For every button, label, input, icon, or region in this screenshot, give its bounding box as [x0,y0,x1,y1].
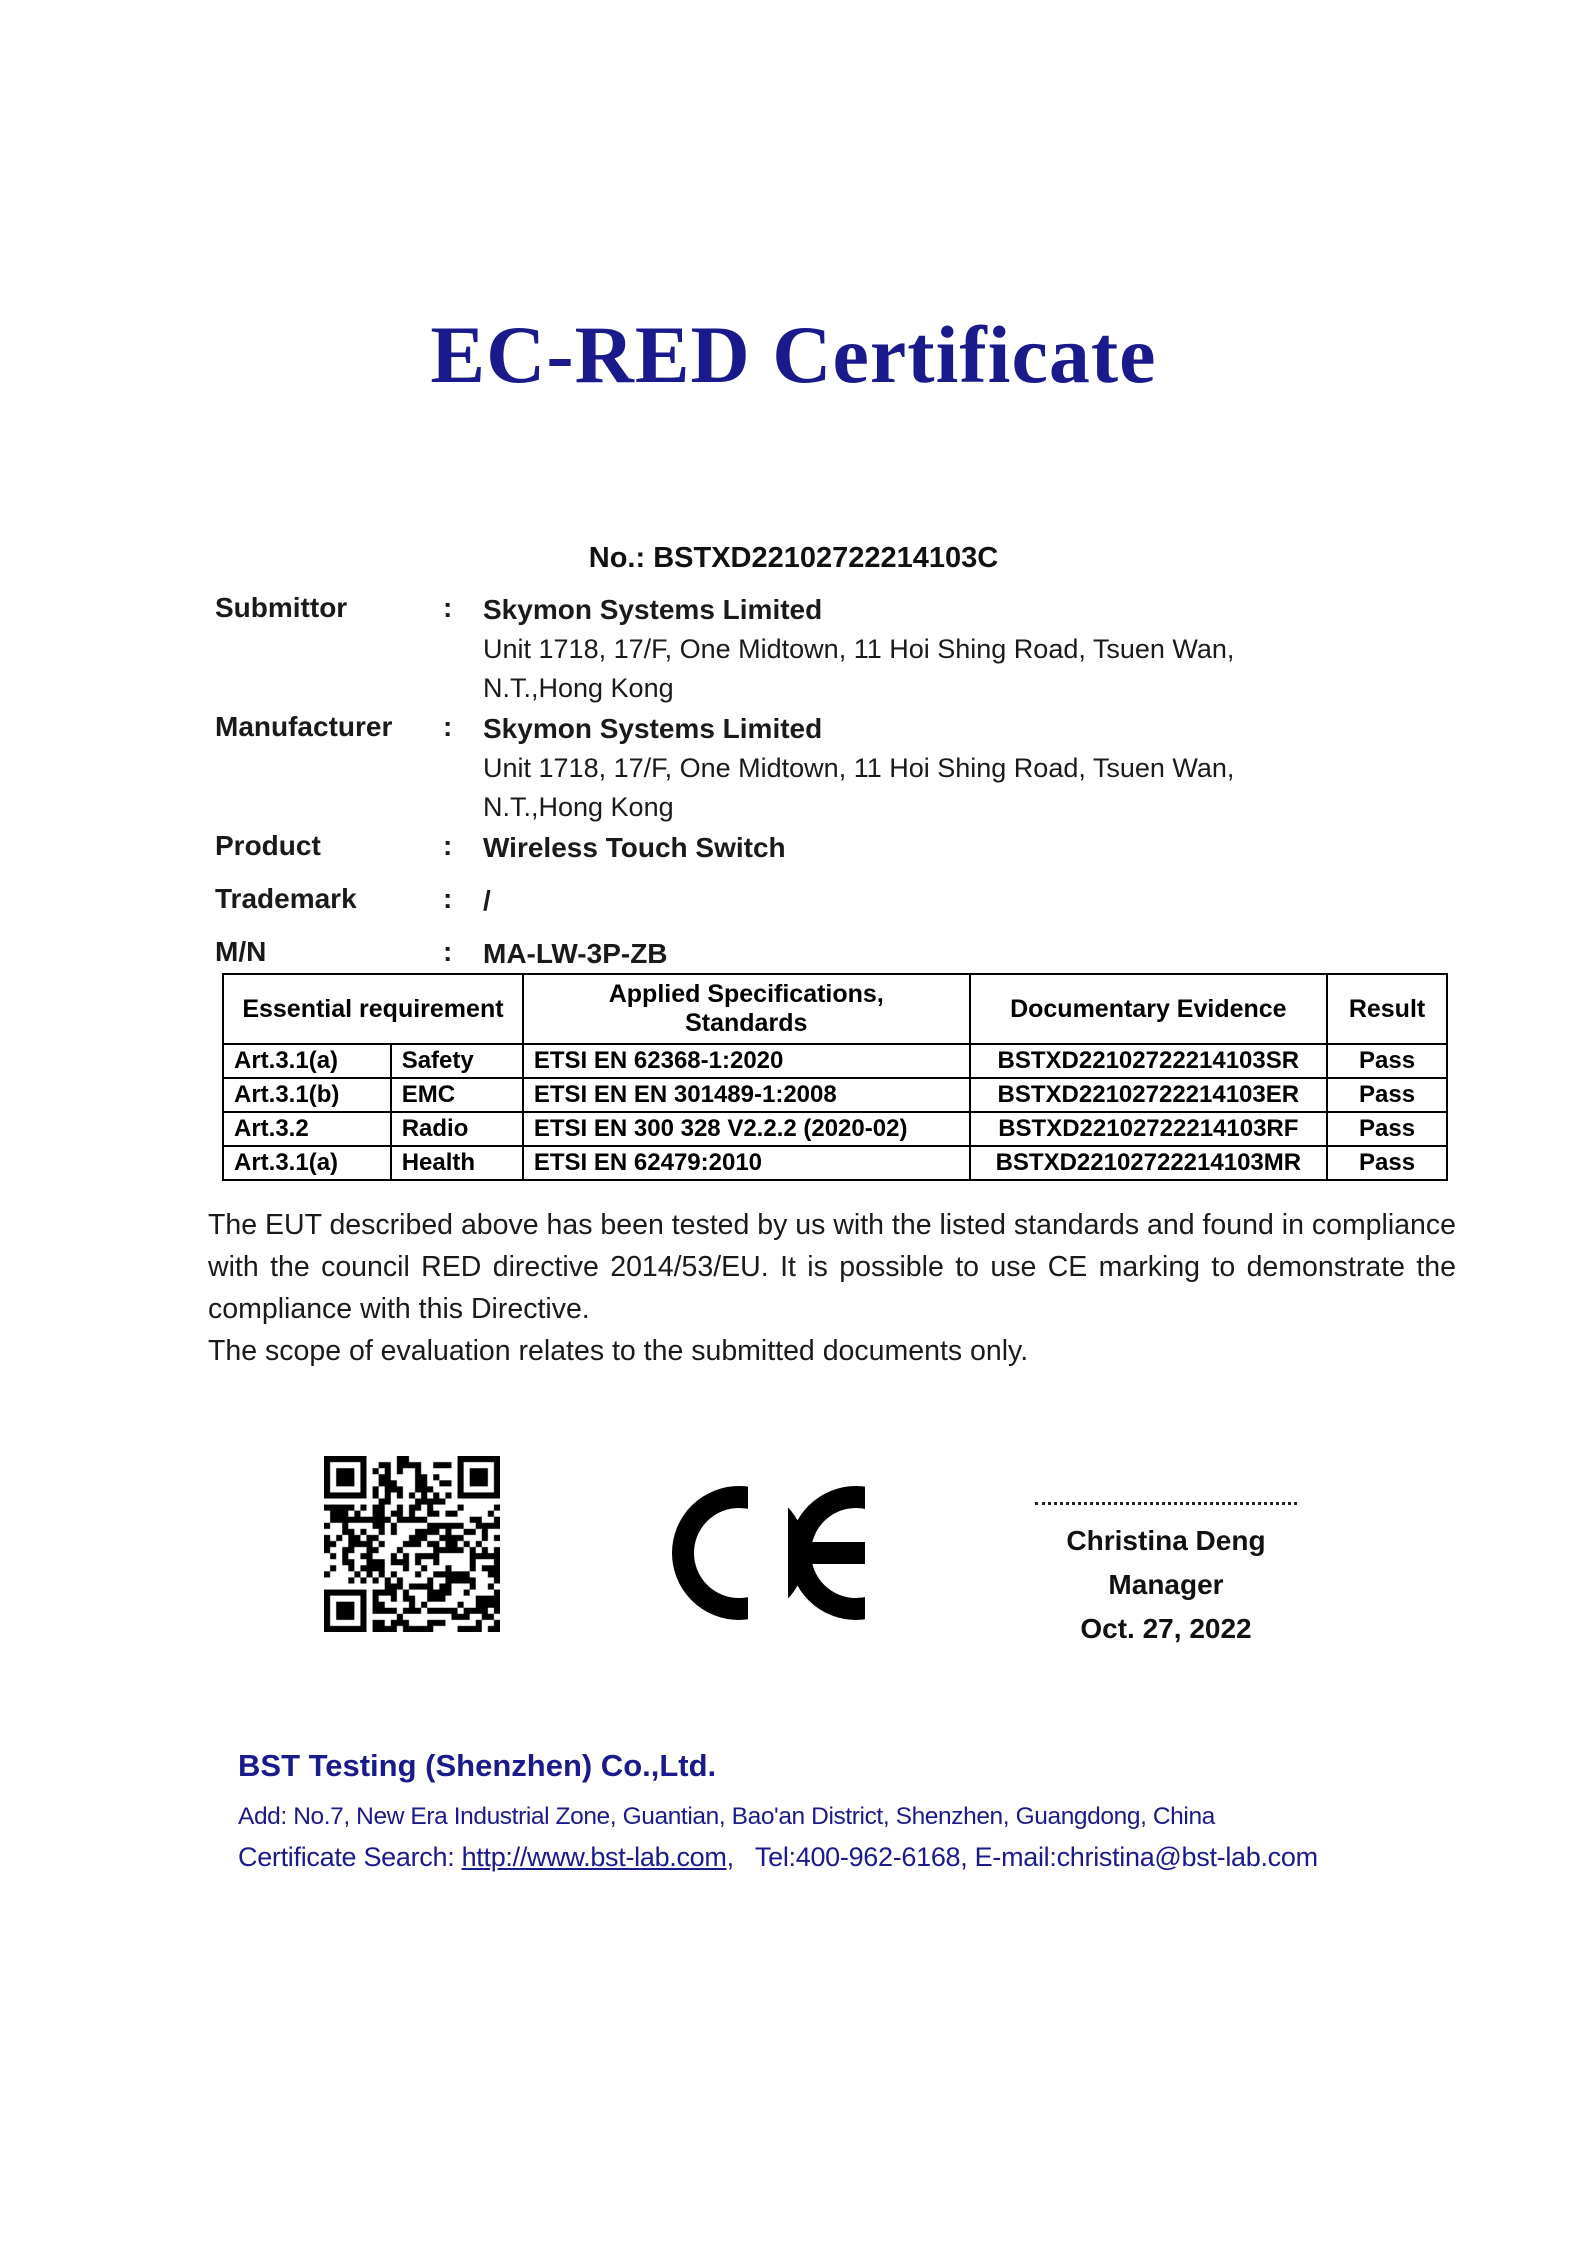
field-address-line: Unit 1718, 17/F, One Midtown, 11 Hoi Shing Road, Tsuen Wan, [483,634,1235,664]
signatory-role: Manager [1108,1569,1224,1600]
table-cell-article: Art.3.1(a) [223,1044,391,1078]
signatory-name: Christina Deng [1066,1525,1266,1556]
table-cell-article: Art.3.2 [223,1112,391,1146]
statement-paragraph: The EUT described above has been tested by us with the listed standards and found in compliance with the council RED directive 2014/53/EU. It is possible to use CE marking to demonstrate the compliance with this Directive. [208,1209,1456,1325]
field-colon: : [443,883,453,914]
table-cell-standard: ETSI EN 300 328 V2.2.2 (2020-02) [523,1112,970,1146]
signature-block [1032,1492,1300,1651]
field-label: Trademark [215,883,357,914]
table-cell-article: Art.3.1(b) [223,1078,391,1112]
field-label: Submittor [215,592,348,623]
table-cell-category: Safety [391,1044,523,1078]
field-address-line: N.T.,Hong Kong [483,792,674,822]
table-row [223,1146,1447,1180]
table-row [223,1078,1447,1112]
table-row [223,1044,1447,1078]
table-cell-standard: ETSI EN 62368-1:2020 [523,1044,970,1078]
table-cell-category: EMC [391,1078,523,1112]
signature-dotted-line [1035,1492,1297,1505]
table-cell-evidence: BSTXD22102722214103RF [970,1112,1327,1146]
field-colon: : [443,830,453,861]
table-cell-evidence: BSTXD22102722214103ER [970,1078,1327,1112]
table-cell-result: Pass [1327,1146,1447,1180]
field-label: Manufacturer [215,711,393,742]
statement-scope-line: The scope of evaluation relates to the submitted documents only. [208,1335,1029,1367]
table-cell-result: Pass [1327,1078,1447,1112]
header-result: Result [1327,974,1447,1044]
table-header-row [223,974,1447,1044]
table-row [223,1112,1447,1146]
table-cell-category: Radio [391,1112,523,1146]
certificate-fields [215,592,1460,989]
field-value: Skymon Systems Limited [483,594,823,625]
table-cell-evidence: BSTXD22102722214103MR [970,1146,1327,1180]
field-address-line: Unit 1718, 17/F, One Midtown, 11 Hoi Shing Road, Tsuen Wan, [483,753,1235,783]
header-line: Standards [685,1009,808,1037]
field-row-manufacturer [215,711,1460,825]
field-row-mn [215,936,1460,972]
table-cell-category: Health [391,1146,523,1180]
compliance-table [222,973,1448,1181]
field-colon: : [443,936,453,967]
field-label: M/N [215,936,267,967]
header-applied-specifications [523,974,970,1044]
field-row-product [215,830,1460,866]
certificate-search-link[interactable]: http://www.bst-lab.com [461,1842,727,1872]
field-row-trademark [215,883,1460,919]
certificate-number: No.: BSTXD22102722214103C [588,542,999,574]
header-line: Applied Specifications, [608,980,884,1008]
table-cell-standard: ETSI EN 62479:2010 [523,1146,970,1180]
compliance-statement [208,1204,1456,1372]
certificate-search-label: Certificate Search: [238,1842,462,1872]
footer-company-name: BST Testing (Shenzhen) Co.,Ltd. [238,1748,717,1783]
footer-contact-details: , Tel:400-962-6168, E-mail:christina@bst-lab.com [726,1842,1318,1872]
header-essential-requirement: Essential requirement [223,974,523,1044]
footer-contact-line [238,1842,1318,1873]
field-row-submittor [215,592,1460,706]
field-colon: : [443,711,453,742]
header-documentary-evidence: Documentary Evidence [970,974,1327,1044]
field-value: Skymon Systems Limited [483,713,823,744]
field-address-line: N.T.,Hong Kong [483,673,674,703]
certificate-title: EC-RED Certificate [430,309,1157,400]
field-value: MA-LW-3P-ZB [483,938,668,969]
footer-address: Add: No.7, New Era Industrial Zone, Guantian, Bao'an District, Shenzhen, Guangdong, China [238,1803,1215,1830]
table-cell-standard: ETSI EN EN 301489-1:2008 [523,1078,970,1112]
ce-marking-icon [672,1484,868,1627]
field-value: / [483,885,491,916]
qr-code-icon [324,1456,500,1632]
field-colon: : [443,592,453,623]
table-cell-article: Art.3.1(a) [223,1146,391,1180]
field-label: Product [215,830,321,861]
field-value: Wireless Touch Switch [483,832,786,863]
table-cell-evidence: BSTXD22102722214103SR [970,1044,1327,1078]
signature-date: Oct. 27, 2022 [1080,1613,1252,1644]
table-cell-result: Pass [1327,1044,1447,1078]
table-cell-result: Pass [1327,1112,1447,1146]
